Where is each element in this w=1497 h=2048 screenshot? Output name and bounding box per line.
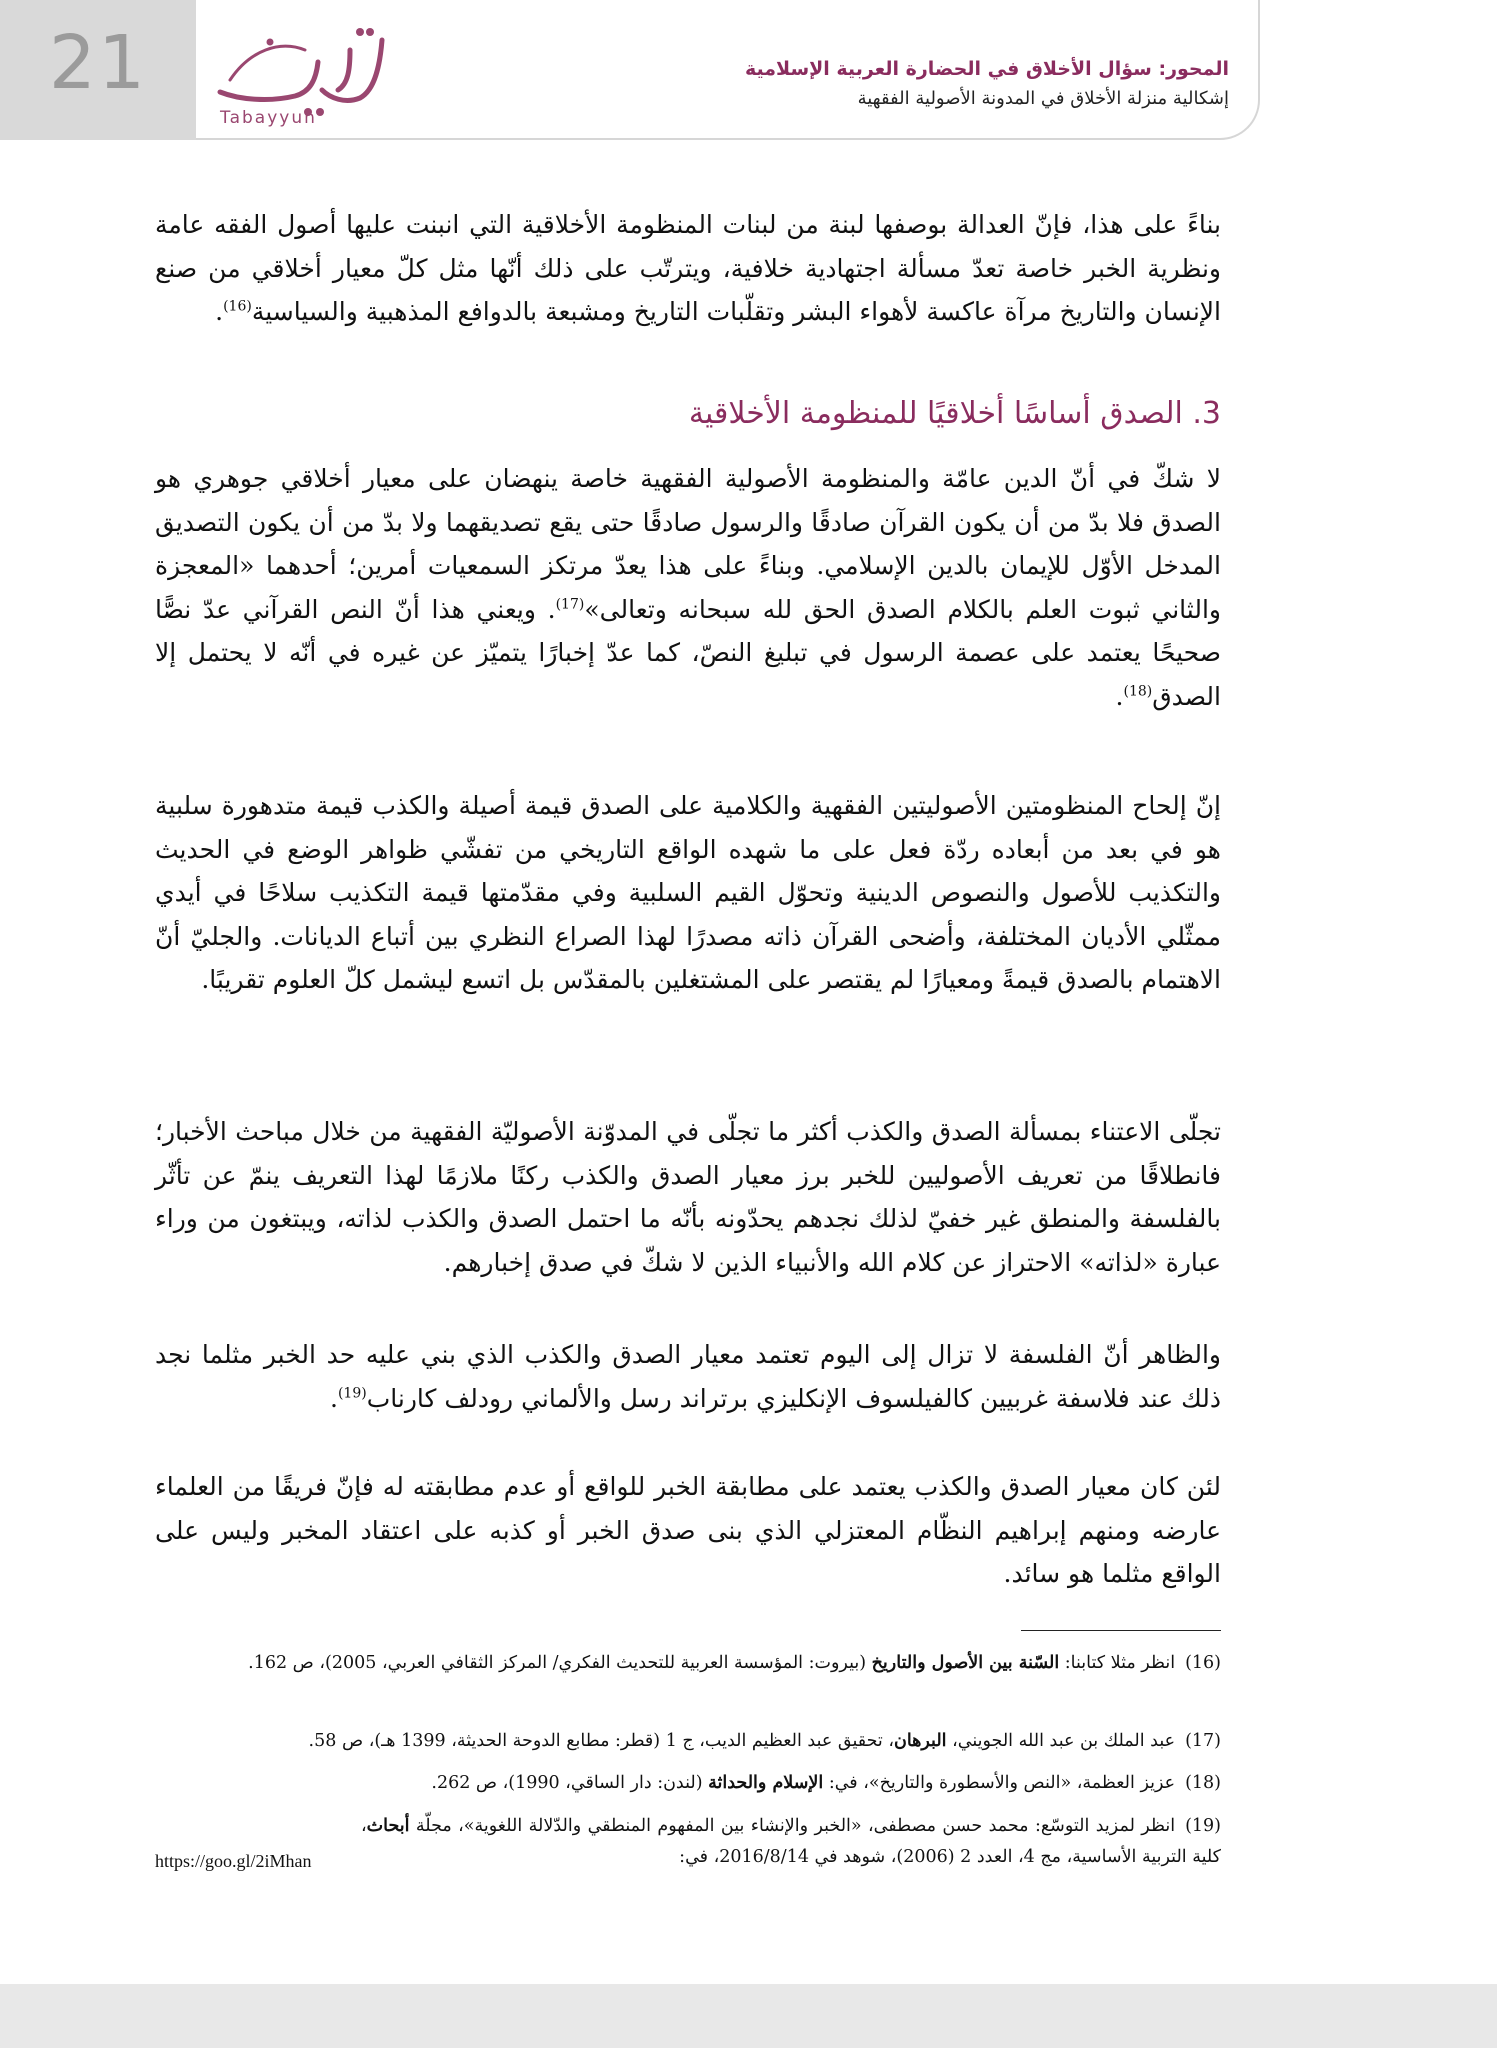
- paragraph-6: [155, 1465, 1221, 1596]
- paragraph-2-continuation: . ويعني هذا أنّ النص القرآني عدّ نصًّا صحيحًا يعتمد على عصمة الرسول في تبليغ النصّ، كما عدّ إخبارًا يتميّز عن غيره في أنّه لا يحتمل إلا الصدق: [155, 594, 1221, 711]
- paragraph-6-text: لئن كان معيار الصدق والكذب يعتمد على مطابقة الخبر للواقع أو عدم مطابقته له فإنّ فريقًا من العلماء عارضه ومنهم إبراهيم النظّام المعتزلي الذي بنى صدق الخبر أو كذبه على اعتقاد المخبر وليس على الواقع مثلما هو سائد.: [155, 1472, 1221, 1588]
- footnote-text: انظر لمزيد التوسّع: محمد حسن مصطفى، «الخبر والإنشاء بين المفهوم المنطقي والدّلالة اللغوية»، مجلّة: [409, 1816, 1176, 1836]
- paragraph-1-end: .: [215, 297, 224, 326]
- logo-latin-text: Tabayyun: [220, 108, 317, 128]
- footnote-separator: [1021, 1630, 1221, 1631]
- footnote-book-title: الإسلام والحداثة: [708, 1773, 824, 1793]
- axis-title: المحور: سؤال الأخلاق في الحضارة العربية الإسلامية: [744, 58, 1229, 80]
- running-header: [745, 58, 1229, 109]
- footnote-text: عزيز العظمة، «النص والأسطورة والتاريخ»، في:: [823, 1773, 1176, 1793]
- paragraph-2: [155, 457, 1221, 718]
- footnote-url-link[interactable]: https://goo.gl/2iMhan: [155, 1851, 312, 1871]
- paragraph-4-text: تجلّى الاعتناء بمسألة الصدق والكذب أكثر ما تجلّى في المدوّنة الأصوليّة الفقهية من خلال مباحث الأخبار؛ فانطلاقًا من تعريف الأصوليين للخبر برز معيار الصدق والكذب ركنًا ملازمًا لهذا التعريف ينمّ عن تأثّر بالفلسفة والمنطق غير خفيّ لذلك نجدهم يحدّونه بأنّه ما احتمل الصدق والكذب لذاته، ويبتغون من وراء عبارة «لذاته» الاحتراز عن كلام الله والأنبياء الذين لا شكّ في صدق إخبارهم.: [155, 1117, 1222, 1277]
- paragraph-5: [155, 1333, 1221, 1420]
- footnote-text: ، تحقيق عبد العظيم الديب، ج 1 (قطر: مطابع الدوحة الحديثة، 1399 هـ)، ص 58.: [308, 1731, 894, 1751]
- paragraph-3: [155, 784, 1221, 1002]
- paragraph-3-text: إنّ إلحاح المنظومتين الأصوليتين الفقهية والكلامية على الصدق قيمة أصيلة والكذب قيمة متدهورة سلبية هو في بعد من أبعاده ردّة فعل على ما شهده الواقع التاريخي من تفشّي ظواهر الوضع في الحديث والتكذيب للأصول والنصوص الدينية وتحوّل القيم السلبية وفي مقدّمتها قيمة التكذيب سلاحًا في أيدي ممثّلي الأديان المختلفة، وأضحى القرآن ذاته مصدرًا لهذا الصراع النظري بين أتباع الديانات. والجليّ أنّ الاهتمام بالصدق قيمةً ومعيارًا لم يقتصر على المشتغلين بالمقدّس بل اتسع ليشمل كلّ العلوم تقريبًا.: [155, 791, 1221, 994]
- section-heading: 3. الصدق أساسًا أخلاقيًا للمنظومة الأخلاقية: [688, 396, 1221, 431]
- paragraph-2-text: لا شكّ في أنّ الدين عامّة والمنظومة الأصولية الفقهية خاصة ينهضان على معيار أخلاقي جوهري هو الصدق فلا بدّ من أن يكون القرآن صادقًا والرسول صادقًا حتى يقع تصديقهما ولا بدّ من أن يكون التصديق المدخل الأوّل للإيمان بالدين الإسلامي. وبناءً على هذا يعدّ مرتكز السمعيات أمرين؛ أحدهما «المعجزة والثاني ثبوت العلم بالكلام الصدق الحق لله سبحانه وتعالى»: [155, 464, 1221, 624]
- paragraph-1-text: بناءً على هذا، فإنّ العدالة بوصفها لبنة من لبنات المنظومة الأخلاقية التي انبنت عليها أصول الفقه عامة ونظرية الخبر خاصة تعدّ مسألة اجتهادية خلافية، ويترتّب على ذلك أنّها مثل كلّ معيار أخلاقي من صنع الإنسان والتاريخ مرآة عاكسة لأهواء البشر وتقلّبات التاريخ ومشبعة بالدوافع المذهبية والسياسية: [155, 210, 1221, 326]
- footnote-ref-18[interactable]: (18): [1123, 683, 1153, 700]
- footnote-text: عبد الملك بن عبد الله الجويني،: [946, 1731, 1176, 1751]
- paragraph-1: [155, 203, 1221, 334]
- footnote-text: ، كلية التربية الأساسية، مج 4، العدد 2 (2006)، شوهد في 2016/8/14، في:: [361, 1816, 1221, 1867]
- page-number: 21: [48, 20, 148, 106]
- footnote-journal-title: أبحاث: [366, 1816, 410, 1836]
- footnote-number: (16): [1185, 1653, 1221, 1673]
- page-number-box: [0, 0, 196, 140]
- footer-band: [0, 1984, 1497, 2048]
- footnote-text: انظر مثلا كتابنا:: [1059, 1653, 1176, 1673]
- footnote-number: (18): [1185, 1773, 1221, 1793]
- footnote-number: (17): [1185, 1731, 1221, 1751]
- footnote-19: [361, 1811, 1221, 1873]
- footnote-ref-19[interactable]: (19): [337, 1385, 367, 1402]
- article-title: إشكالية منزلة الأخلاق في المدونة الأصولية الفقهية: [857, 88, 1229, 109]
- paragraph-4: [155, 1110, 1221, 1284]
- footnote-book-title: البرهان: [893, 1731, 947, 1751]
- footnote-17: [155, 1726, 1221, 1757]
- paragraph-5-text: والظاهر أنّ الفلسفة لا تزال إلى اليوم تعتمد معيار الصدق والكذب الذي بني عليه حد الخبر مثلما نجد ذلك عند فلاسفة غربيين كالفيلسوف الإنكليزي برتراند رسل والألماني رودلف كارناب: [155, 1340, 1222, 1413]
- footnote-text: (بيروت: المؤسسة العربية للتحديث الفكري/ المركز الثقافي العربي، 2005)، ص 162.: [248, 1653, 872, 1673]
- paragraph-5-end: .: [329, 1383, 338, 1413]
- footnote-ref-17[interactable]: (17): [555, 596, 585, 613]
- footnote-ref-16[interactable]: (16): [223, 298, 252, 315]
- footnote-book-title: السّنة بين الأصول والتاريخ: [871, 1653, 1060, 1673]
- footnote-text: (لندن: دار الساقي، 1990)، ص 262.: [431, 1773, 709, 1793]
- footnote-number: (19): [1185, 1816, 1221, 1836]
- footnote-16: [155, 1648, 1221, 1679]
- footnote-18: [155, 1768, 1221, 1799]
- paragraph-2-end: .: [1115, 681, 1124, 711]
